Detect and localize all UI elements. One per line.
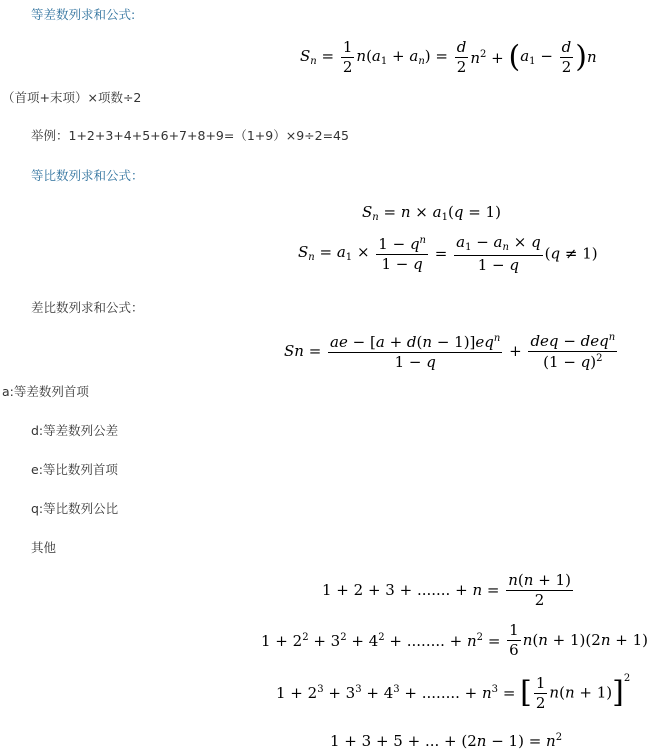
def-e: e:等比数列首项 — [31, 462, 118, 477]
geometric-sum-formula-q1: $S_n = n \times a_1(q = 1)$ — [362, 203, 501, 223]
arithmetic-sum-formula: $S_n$ = $\frac{1}{2}$ $n(a_1 + a_n)$ = $\frac{d}{2}$ $n^2 + (a_1$ − $\frac{d}{2}$ )n — [300, 38, 597, 76]
arithmetic-example: 举例：1+2+3+4+5+6+7+8+9=（1+9）×9÷2=45 — [31, 128, 349, 143]
def-q: q:等比数列公比 — [31, 501, 119, 516]
geometric-sum-formula-general: $S_n = a_1$ × $\frac{1 - q^n}{1 - q}$ = $\frac{a_1 - a_n \times q}{1 - q}$ (q ≠ 1) — [298, 233, 598, 274]
geometric-sum-heading: 等比数列求和公式： — [31, 168, 144, 183]
arithmetic-sum-heading: 等差数列求和公式: — [31, 7, 136, 22]
sum-natural-numbers-formula: 1 + 2 + 3 + ....... + n = $\frac{n(n + 1)}{2}$ — [322, 571, 571, 609]
difference-ratio-formula: Sn = $\frac{ae - [a + d(n - 1)]eq^n}{1 - q}$ + $\frac{deq - deq^n}{(1 - q)^2}$ — [284, 332, 616, 371]
difference-ratio-heading: 差比数列求和公式： — [31, 300, 144, 315]
sum-of-odd-numbers-formula: 1 + 3 + 5 + ... + $(2n - 1) = n^2$ — [330, 732, 563, 750]
sum-of-squares-formula: $1 + 2^2 + 3^2 + 4^2$ + ........ + $n^2$ = $\frac{1}{6}$ n(n + 1)(2n + 1) — [261, 621, 648, 659]
arithmetic-sum-note: （首项+末项）×项数÷2 — [2, 90, 142, 105]
def-a: a:等差数列首项 — [2, 384, 89, 399]
def-d: d:等差数列公差 — [31, 423, 119, 438]
other-heading: 其他 — [31, 540, 57, 555]
sum-of-cubes-formula: $1 + 2^3 + 3^3 + 4^3$ + ........ + $n^3$ = [ $\frac{1}{2}$ n(n + 1)]$^2$ — [276, 673, 631, 712]
